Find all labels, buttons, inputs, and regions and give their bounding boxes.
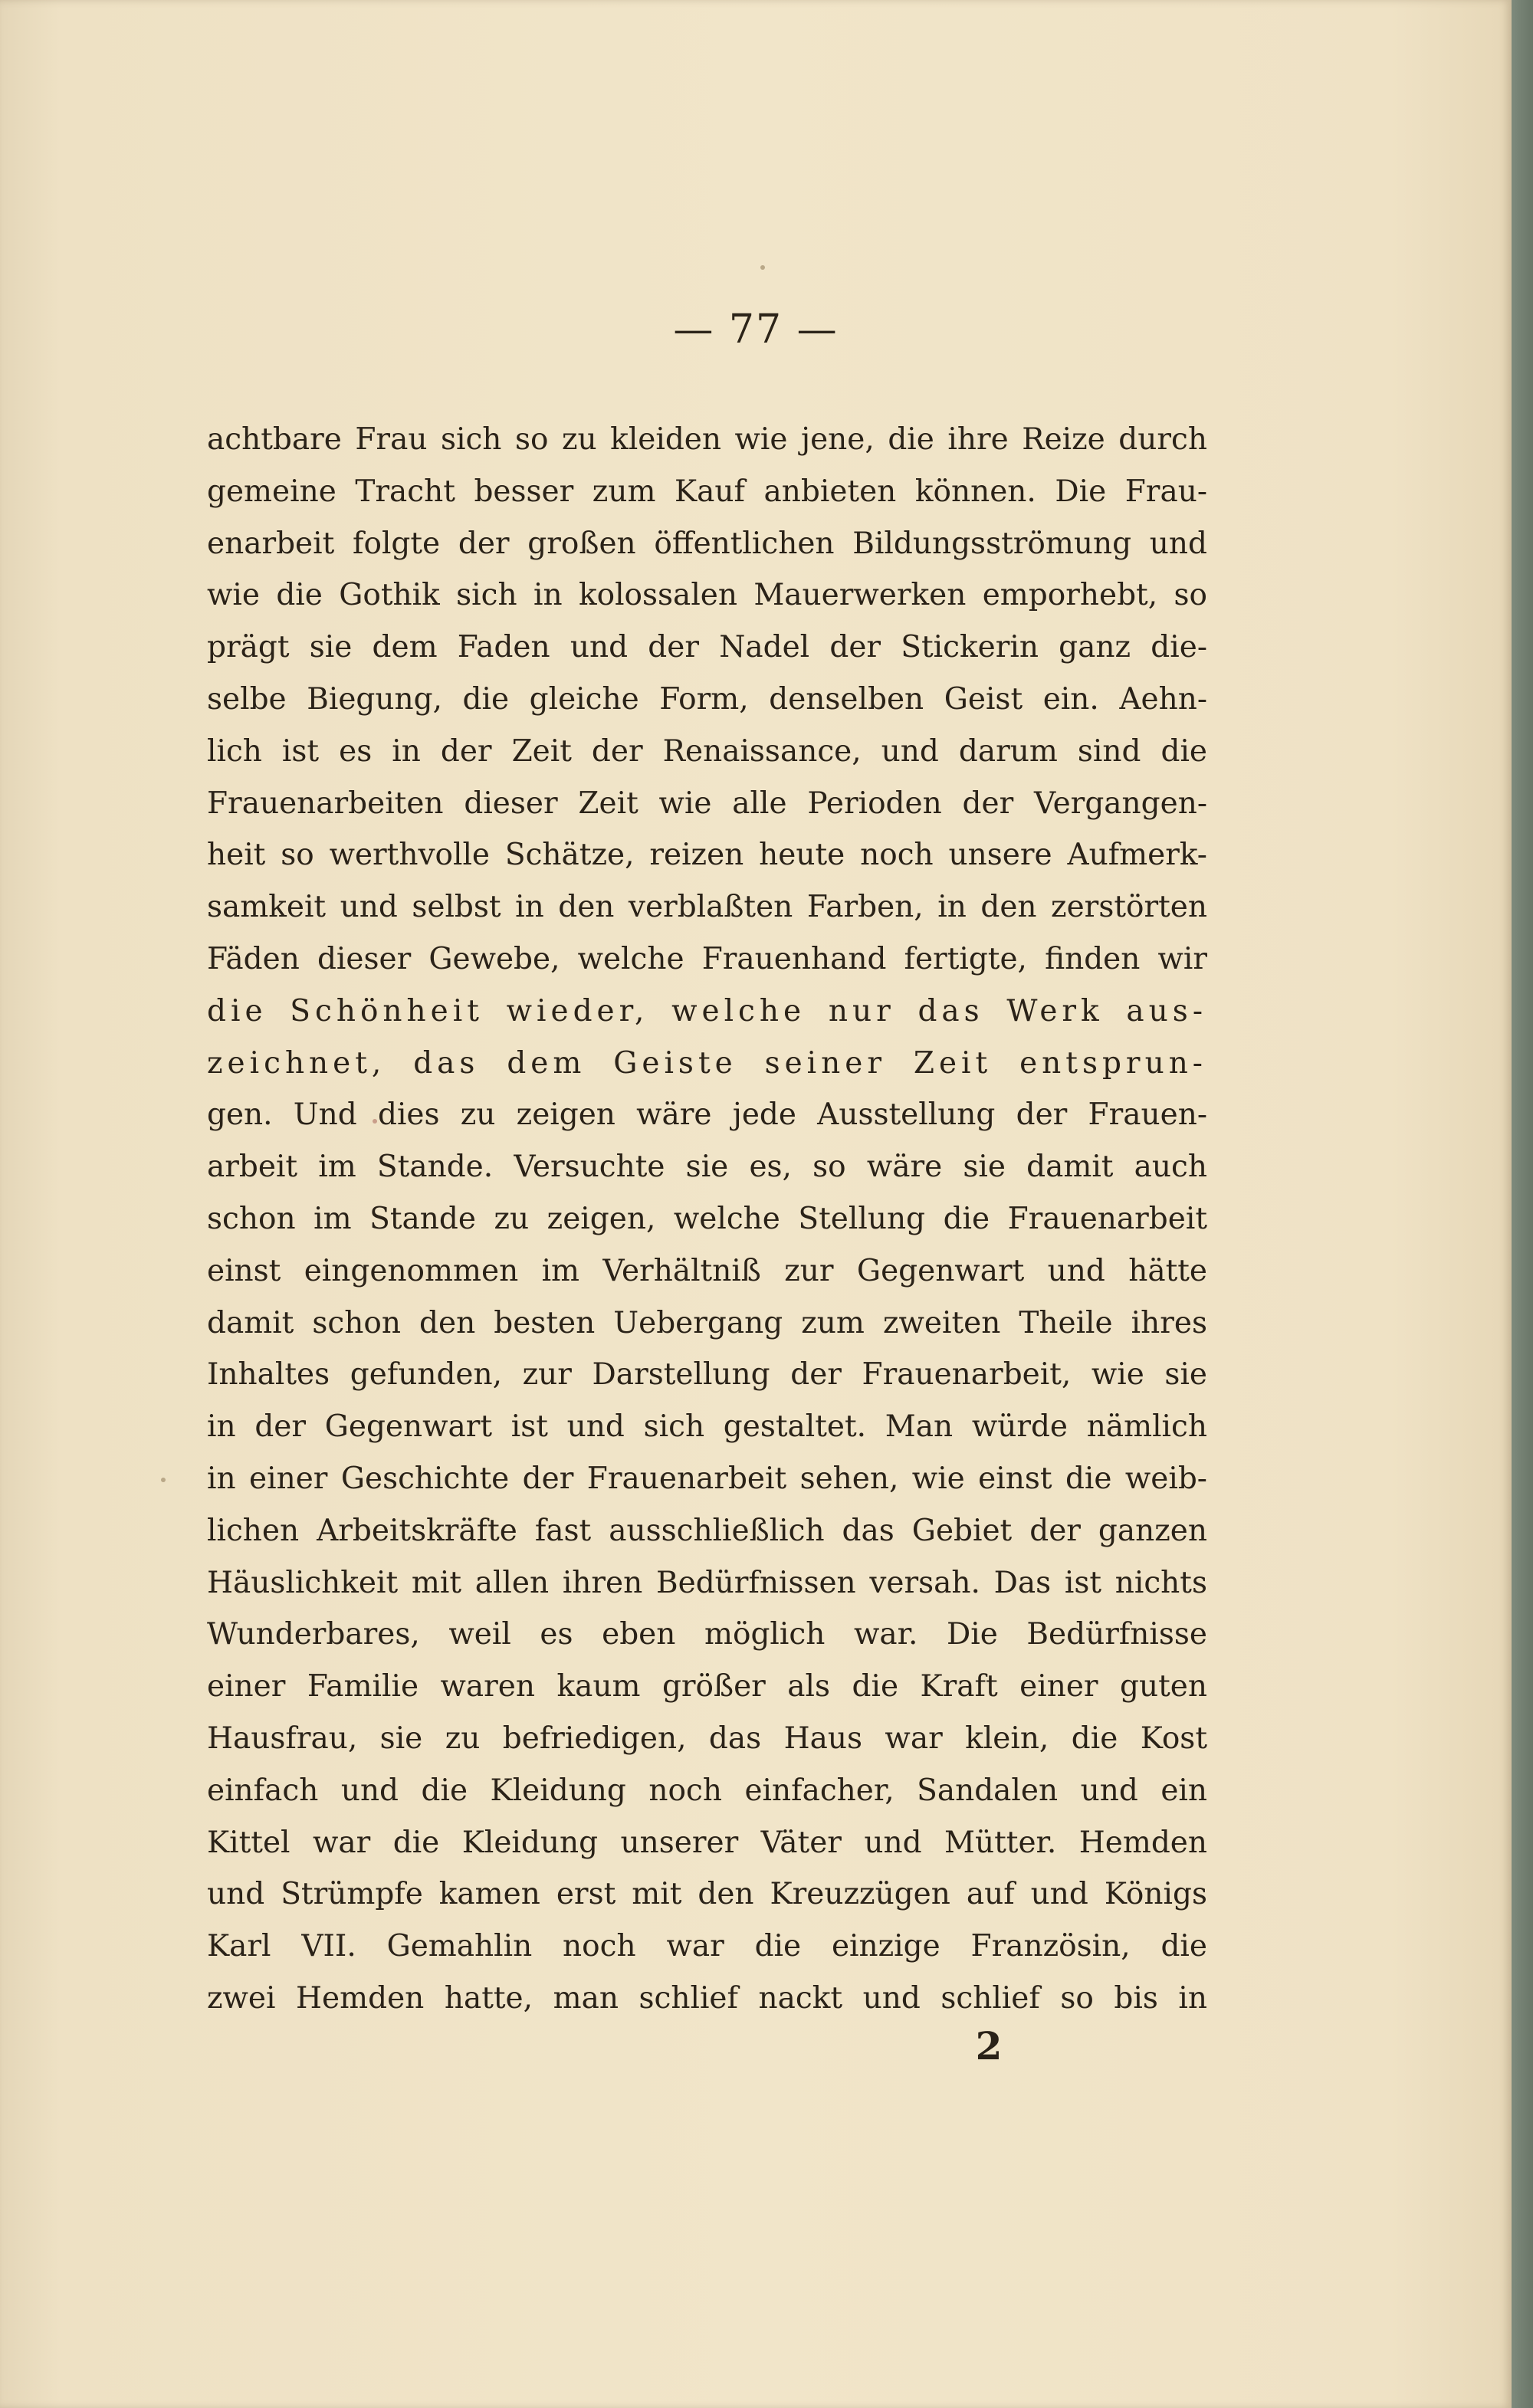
- text-line: lich ist es in der Zeit der Renaissance, und darum sind die: [207, 733, 1207, 769]
- text-line: wie die Gothik sich in kolossalen Mauerwerken emporhebt, so: [207, 578, 1207, 613]
- text-line: Karl VII. Gemahlin noch war die einzige Französin, die: [207, 1929, 1207, 1964]
- text-line: einst eingenommen im Verhältniß zur Gegenwart und hätte: [207, 1253, 1207, 1288]
- text-line: einfach und die Kleidung noch einfacher, Sandalen und ein: [207, 1773, 1207, 1808]
- text-line: Häuslichkeit mit allen ihren Bedürfnissen versah. Das ist nichts: [207, 1565, 1207, 1600]
- text-line: samkeit und selbst in den verblaßten Farben, in den zerstörten: [207, 890, 1207, 925]
- text-line: enarbeit folgte der großen öffentlichen Bildungsströmung und: [207, 526, 1207, 561]
- text-line: Kittel war die Kleidung unserer Väter und Mütter. Hemden: [207, 1825, 1207, 1860]
- paper-speck: [161, 1478, 166, 1482]
- text-line: zwei Hemden hatte, man schlief nackt und schlief so bis in: [207, 1980, 1207, 2016]
- text-line: einer Familie waren kaum größer als die Kraft einer guten: [207, 1669, 1207, 1704]
- text-line: arbeit im Stande. Versuchte sie es, so wäre sie damit auch: [207, 1150, 1207, 1185]
- book-cover-edge: [1512, 0, 1533, 2408]
- text-line: heit so werthvolle Schätze, reizen heute noch unsere Aufmerk-: [207, 838, 1207, 873]
- text-line: gen. Und dies zu zeigen wäre jede Ausstellung der Frauen-: [207, 1097, 1207, 1133]
- text-line: damit schon den besten Uebergang zum zweiten Theile ihres: [207, 1305, 1207, 1340]
- text-line: die Schönheit wieder, welche nur das Werk aus-: [207, 993, 1207, 1028]
- text-line: Fäden dieser Gewebe, welche Frauenhand fertigte, finden wir: [207, 941, 1207, 976]
- text-line: achtbare Frau sich so zu kleiden wie jene, die ihre Reize durch: [207, 422, 1207, 457]
- text-line: Frauenarbeiten dieser Zeit wie alle Perioden der Vergangen-: [207, 786, 1207, 821]
- text-line: Inhaltes gefunden, zur Darstellung der Frauenarbeit, wie sie: [207, 1357, 1207, 1393]
- text-line: in der Gegenwart ist und sich gestaltet. Man würde nämlich: [207, 1409, 1207, 1445]
- text-line: zeichnet, das dem Geiste seiner Zeit entsprun-: [207, 1045, 1207, 1081]
- text-line: gemeine Tracht besser zum Kauf anbieten können. Die Frau-: [207, 474, 1207, 509]
- text-line: Hausfrau, sie zu befriedigen, das Haus war klein, die Kost: [207, 1721, 1207, 1756]
- text-line: selbe Biegung, die gleiche Form, denselben Geist ein. Aehn-: [207, 681, 1207, 717]
- text-line: und Strümpfe kamen erst mit den Kreuzzügen auf und Königs: [207, 1877, 1207, 1912]
- text-line: prägt sie dem Faden und der Nadel der Stickerin ganz die-: [207, 630, 1207, 665]
- body-text: [207, 414, 1207, 2025]
- text-line: in einer Geschichte der Frauenarbeit sehen, wie einst die weib-: [207, 1461, 1207, 1496]
- paper-speck: [760, 265, 765, 270]
- text-line: lichen Arbeitskräfte fast ausschließlich das Gebiet der ganzen: [207, 1513, 1207, 1548]
- text-line: schon im Stande zu zeigen, welche Stellung die Frauenarbeit: [207, 1201, 1207, 1236]
- text-line: Wunderbares, weil es eben möglich war. Die Bedürfnisse: [207, 1617, 1207, 1652]
- signature-mark: 2: [975, 2023, 1003, 2068]
- page-number: — 77 —: [673, 307, 839, 353]
